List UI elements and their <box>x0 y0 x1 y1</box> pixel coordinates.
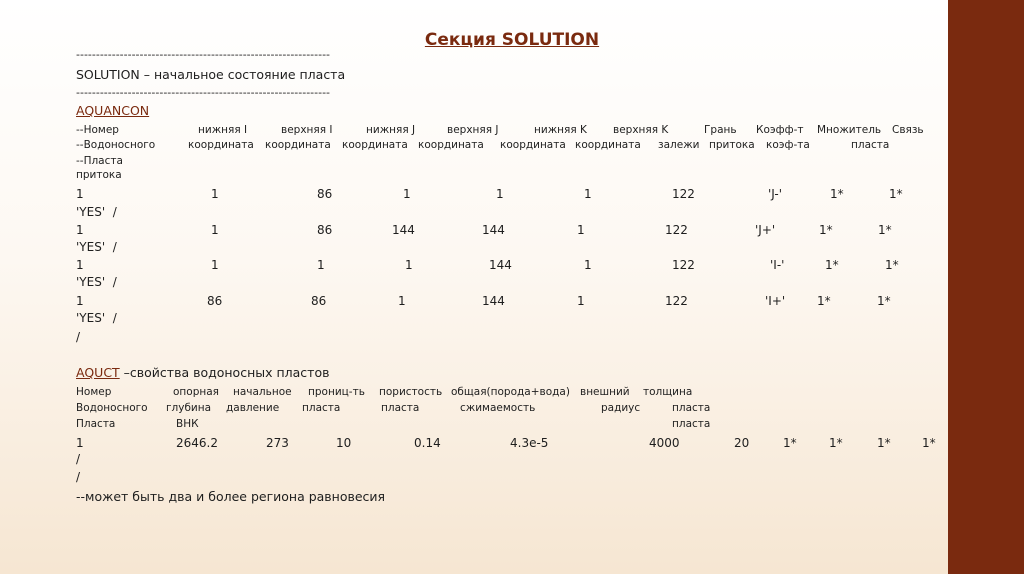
aquancon-cell: 86 <box>311 294 327 308</box>
aquancon-cell: 1 <box>211 258 219 272</box>
aquancon-cell: 1* <box>825 258 839 272</box>
aquancon-cell: 1 <box>496 187 504 201</box>
aquancon-header-cell: Множитель <box>817 124 882 136</box>
aquancon-cell: 86 <box>317 223 333 237</box>
aquancon-header-cell: координата <box>342 139 408 151</box>
aquct-header-cell: пласта <box>672 402 711 414</box>
aquancon-cell: 1 <box>211 223 219 237</box>
aquancon-header-cell: Коэфф-т <box>756 124 804 136</box>
aquancon-cell: 1 <box>317 258 325 272</box>
aquancon-header-cell: --Номер <box>76 124 119 136</box>
aquancon-header-cell: Грань <box>704 124 737 136</box>
side-accent-bar <box>948 0 1024 574</box>
aquancon-header-cell: --Водоносного <box>76 139 156 151</box>
aquct-keyword: AQUCT <box>76 365 120 380</box>
aquancon-cell: 1* <box>878 223 892 237</box>
aquancon-cell: 1 <box>577 294 585 308</box>
aquct-cell: 1* <box>829 436 843 450</box>
equilibrium-note: --может быть два и более региона равновесия <box>76 489 386 504</box>
aquancon-header-cell: пласта <box>851 139 890 151</box>
aquancon-cell: 86 <box>317 187 333 201</box>
aquancon-header-cell: залежи <box>658 139 700 151</box>
aquancon-end: / <box>76 330 81 344</box>
aquct-header-cell: прониц-ть <box>308 386 365 398</box>
aquct-description: –свойства водоносных пластов <box>119 365 330 380</box>
aquct-cell: 4000 <box>649 436 680 450</box>
aquancon-cell: 122 <box>672 187 695 201</box>
aquancon-header-cell: нижняя J <box>366 124 416 136</box>
aquct-cell: 10 <box>336 436 352 450</box>
aquct-header-cell: давление <box>226 402 280 414</box>
aquancon-header-cell: притока <box>709 139 755 151</box>
aquct-end: / <box>76 452 81 466</box>
aquct-cell: 20 <box>734 436 750 450</box>
divider-line: ---------------------------------------------------------------- <box>76 86 331 99</box>
aquancon-header-cell: координата <box>500 139 566 151</box>
aquct-header-cell: опорная <box>173 386 219 398</box>
aquancon-header-cell: Связь <box>892 124 924 136</box>
aquct-header-cell: Номер <box>76 386 112 398</box>
aquct-cell: 1* <box>783 436 797 450</box>
aquancon-header-cell: координата <box>265 139 331 151</box>
aquancon-row-tail: 'YES' / <box>76 205 117 219</box>
solution-header: SOLUTION – начальное состояние пласта <box>76 67 346 82</box>
aquancon-cell: 1 <box>76 223 84 237</box>
aquancon-cell: 144 <box>482 294 505 308</box>
aquct-header-cell: начальное <box>233 386 292 398</box>
aquancon-cell: 1 <box>76 294 84 308</box>
aquct-header-cell: внешний <box>580 386 630 398</box>
page-title: Секция SOLUTION <box>424 30 600 50</box>
aquct-cell: 1* <box>877 436 891 450</box>
aquancon-cell: 1 <box>584 187 592 201</box>
aquancon-cell: 1* <box>889 187 903 201</box>
aquct-header-cell: радиус <box>601 402 641 414</box>
aquancon-cell: 144 <box>489 258 512 272</box>
aquancon-cell: 1 <box>76 258 84 272</box>
aquancon-cell: 1 <box>403 187 411 201</box>
aquancon-cell: 'I-' <box>770 258 785 272</box>
aquancon-cell: 1 <box>577 223 585 237</box>
aquct-header-cell: общая(порода+вода) <box>451 386 570 398</box>
aquancon-header-cell: нижняя K <box>534 124 587 136</box>
aquct-cell: 273 <box>266 436 289 450</box>
aquancon-cell: 144 <box>392 223 415 237</box>
aquancon-cell: 1* <box>817 294 831 308</box>
aquct-header-cell: пласта <box>302 402 341 414</box>
aquancon-keyword: AQUANCON <box>76 103 150 118</box>
aquct-header-cell: Водоносного <box>76 402 148 414</box>
aquancon-header-cell: верхняя K <box>613 124 669 136</box>
aquancon-cell: 1* <box>885 258 899 272</box>
aquancon-cell: 122 <box>672 258 695 272</box>
aquct-header-cell: ВНК <box>176 418 199 430</box>
aquct-header-cell: Пласта <box>76 418 116 430</box>
aquancon-row-tail: 'YES' / <box>76 240 117 254</box>
aquancon-cell: 1* <box>830 187 844 201</box>
aquancon-cell: 1* <box>877 294 891 308</box>
aquancon-header-cell: нижняя I <box>198 124 248 136</box>
aquancon-row-tail: 'YES' / <box>76 275 117 289</box>
aquct-cell: 2646.2 <box>176 436 218 450</box>
aquct-cell: 0.14 <box>414 436 441 450</box>
aquct-header-cell: сжимаемость <box>460 402 536 414</box>
aquct-header-cell: толщина <box>643 386 693 398</box>
aquancon-header-cell: верхняя I <box>281 124 333 136</box>
aquct-title <box>76 366 329 380</box>
aquancon-cell: 1 <box>211 187 219 201</box>
aquancon-row-tail: 'YES' / <box>76 311 117 325</box>
aquancon-cell: 'J+' <box>755 223 776 237</box>
aquancon-cell: 86 <box>207 294 223 308</box>
aquct-header-cell: пласта <box>672 418 711 430</box>
aquancon-cell: 144 <box>482 223 505 237</box>
aquancon-cell: 1* <box>819 223 833 237</box>
aquancon-header-cell: коэф-та <box>766 139 810 151</box>
aquancon-cell: 1 <box>398 294 406 308</box>
divider-line: ---------------------------------------------------------------- <box>76 48 331 61</box>
aquancon-header-cell: координата <box>188 139 254 151</box>
aquancon-cell: 122 <box>665 294 688 308</box>
aquct-end: / <box>76 470 81 484</box>
aquct-header-cell: глубина <box>166 402 212 414</box>
aquancon-cell: 122 <box>665 223 688 237</box>
aquancon-cell: 1 <box>76 187 84 201</box>
aquancon-header-cell: координата <box>418 139 484 151</box>
aquancon-cell: 'I+' <box>765 294 786 308</box>
aquancon-header-cell: координата <box>575 139 641 151</box>
aquancon-header-cell: --Пласта <box>76 155 123 167</box>
aquct-cell: 1 <box>76 436 84 450</box>
aquancon-cell: 'J-' <box>768 187 783 201</box>
aquancon-cell: 1 <box>584 258 592 272</box>
aquancon-header-cell: притока <box>76 169 122 181</box>
aquancon-cell: 1 <box>405 258 413 272</box>
aquancon-header-cell: верхняя J <box>447 124 499 136</box>
aquct-header-cell: пористость <box>379 386 443 398</box>
aquct-cell: 4.3e-5 <box>510 436 549 450</box>
aquct-header-cell: пласта <box>381 402 420 414</box>
aquct-cell: 1* <box>922 436 936 450</box>
